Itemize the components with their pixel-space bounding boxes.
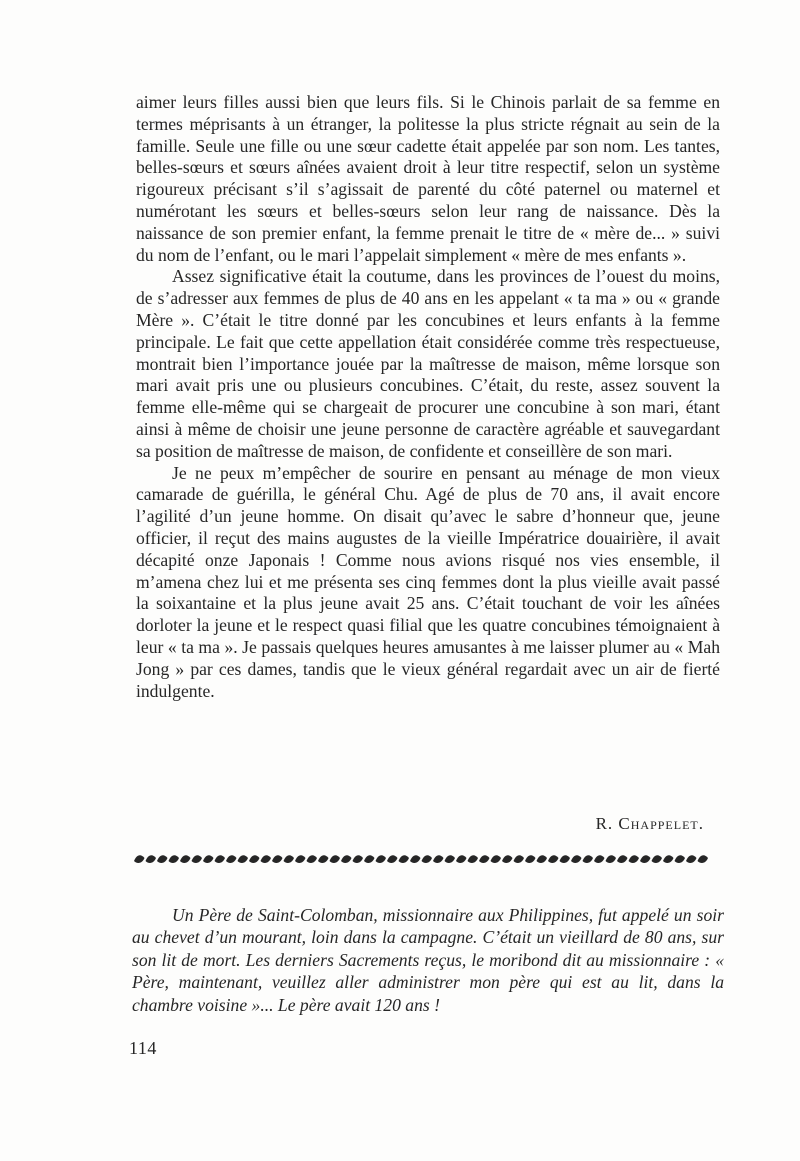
anecdote-text: Un Père de Saint-Colomban, missionnaire aux Philippines, fut appelé un soir au chevet d’un mourant, loin dans la campagne. C’était un vieillard de 80 ans, sur son lit de mort. Les derniers Sacrements reçus, le moribond dit au missionnaire : « Père, maintenant, veuillez aller administrer mon père qui est au lit, dans la chambre voisine »... Le père avait 120 ans ! (132, 905, 724, 1015)
rope-twist (226, 855, 237, 863)
rope-twist (583, 855, 594, 863)
rope-twist (479, 855, 490, 863)
rope-twist (433, 855, 444, 863)
rope-twist (675, 855, 686, 863)
article-paragraph-3: Je ne peux m’empêcher de sourire en pensant au ménage de mon vieux camarade de guérilla, le général Chu. Agé de plus de 70 ans, il avait encore l’agilité d’un jeune homme. On disait qu’avec le sabre d’honneur que, jeune officier, il reçut des mains augustes de la vieille Impératrice douairière, il avait décapité onze Japonais ! Comme nous avions risqué nos vies ensemble, il m’amena chez lui et me présenta ses cinq femmes dont la plus vieille avait passé la soixantaine et la plus jeune avait 25 ans. C’était touchant de voir les aînées dorloter la jeune et le respect quasi filial que les quatre concubines témoignaient à leur « ta ma ». Je passais quelques heures amusantes à me laisser plumer au « Mah Jong » par ces dames, tandis que le vieux général regardait avec un air de fierté indulgente. (136, 462, 720, 701)
rope-twist (629, 855, 640, 863)
article-paragraph-2: Assez significative était la coutume, dans les provinces de l’ouest du moins, de s’adresser aux femmes de plus de 40 ans en les appelant « ta ma » ou « grande Mère ». C’était le titre donné par les concubines et leurs enfants à la femme principale. Le fait que cette appellation était considérée comme très respectueuse, montrait bien l’importance jouée par la maîtresse de maison, même lorsque son mari avait pris une ou plusieurs concubines. C’était, du reste, assez souvent la femme elle-même qui se chargeait de procurer une concubine à son mari, étant ainsi à même de choisir une jeune personne de caractère agréable et sauvegardant sa position de maîtresse de maison, de confidente et conseillère de son mari. (136, 266, 720, 461)
rope-twist (410, 855, 421, 863)
rope-twist (571, 855, 582, 863)
page-number: 114 (129, 1038, 157, 1058)
rope-twist (399, 855, 410, 863)
rope-ornament-icon (133, 852, 715, 866)
rope-twist (537, 855, 548, 863)
rope-twist (261, 855, 272, 863)
rope-twist (203, 855, 214, 863)
rope-twist (307, 855, 318, 863)
rope-twist (560, 855, 571, 863)
rope-twist (594, 855, 605, 863)
article-body (136, 92, 720, 702)
rope-twist (456, 855, 467, 863)
rope-twist (640, 855, 651, 863)
rope-twist (353, 855, 364, 863)
decorative-divider (133, 852, 715, 866)
rope-twist (376, 855, 387, 863)
rope-twist (284, 855, 295, 863)
anecdote-box (132, 904, 724, 1016)
rope-twist (548, 855, 559, 863)
rope-twist (387, 855, 398, 863)
rope-twist (502, 855, 513, 863)
rope-twist (192, 855, 203, 863)
rope-twist (249, 855, 260, 863)
rope-twist (134, 855, 145, 863)
rope-twist (663, 855, 674, 863)
rope-twist (422, 855, 433, 863)
rope-twist (617, 855, 628, 863)
rope-twist (364, 855, 375, 863)
rope-twist (238, 855, 249, 863)
rope-twist (525, 855, 536, 863)
rope-twist (215, 855, 226, 863)
article-paragraph-1: aimer leurs filles aussi bien que leurs fils. Si le Chinois parlait de sa femme en termes méprisants à un étranger, la politesse la plus stricte régnait au sein de la famille. Seule une fille ou une sœur cadette était appelée par son nom. Les tantes, belles-sœurs et sœurs aînées avaient droit à leur titre respectif, selon un système rigoureux précisant s’il s’agissait de parenté du côté paternel ou maternel et numérotant les sœurs et belles-sœurs selon leur rang de naissance. Dès la naissance de son premier enfant, la femme prenait le titre de « mère de... » suivi du nom de l’enfant, ou le mari l’appelait simplement « mère de mes enfants ». (136, 92, 720, 265)
rope-twist (686, 855, 697, 863)
rope-twist (318, 855, 329, 863)
rope-twist (514, 855, 525, 863)
rope-twist (169, 855, 180, 863)
rope-twist (146, 855, 157, 863)
rope-twist (330, 855, 341, 863)
rope-twist (157, 855, 168, 863)
rope-twist (606, 855, 617, 863)
rope-twist (491, 855, 502, 863)
rope-twist (272, 855, 283, 863)
rope-twist (295, 855, 306, 863)
rope-twist (445, 855, 456, 863)
rope-twist (652, 855, 663, 863)
author-signature: R. Chappelet. (595, 814, 704, 833)
rope-twist (468, 855, 479, 863)
rope-twist (341, 855, 352, 863)
rope-twist (180, 855, 191, 863)
rope-twist (698, 855, 709, 863)
